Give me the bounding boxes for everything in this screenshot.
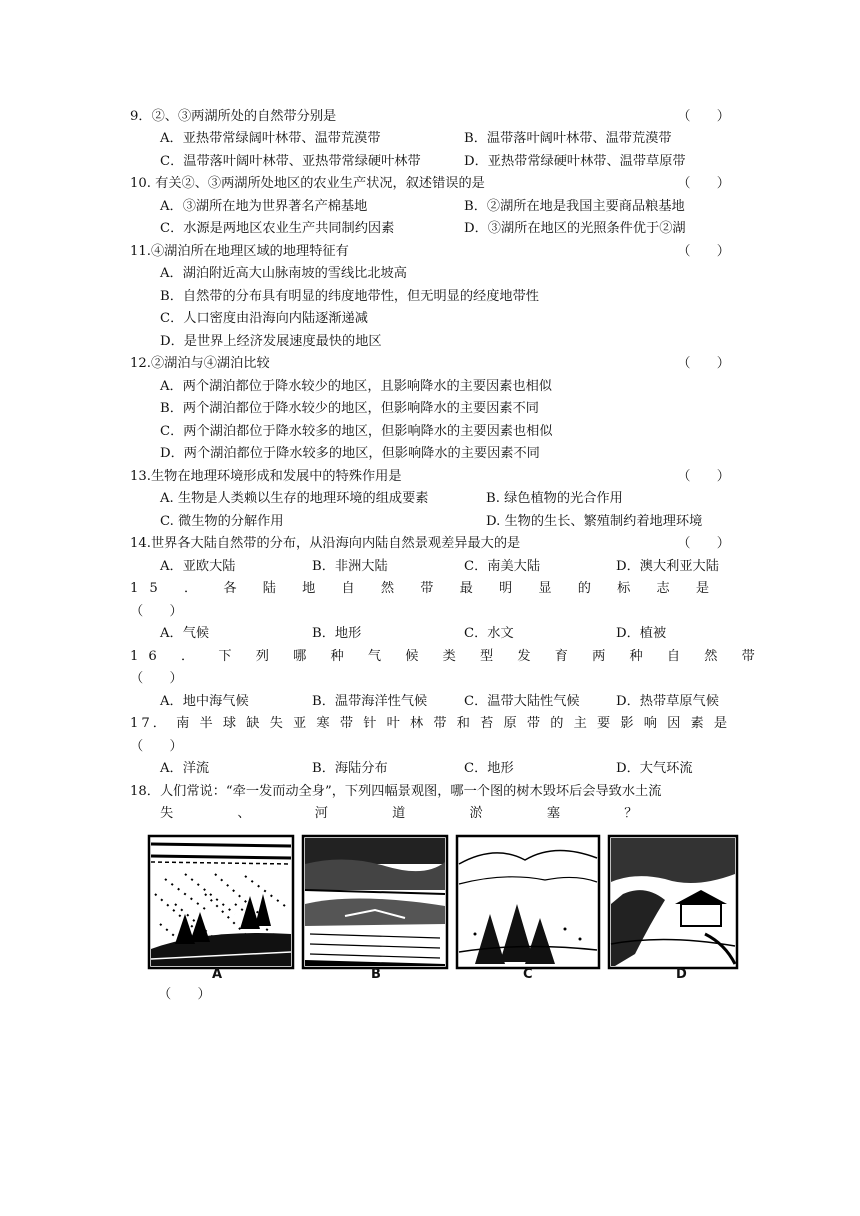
q16-stem: 16 ． 下 列 哪 种 气 候 类 型 发 育 两 种 自 然 带 — [130, 649, 765, 664]
q10-option-d: D．③湖所在地区的光照条件优于②湖 — [464, 221, 686, 236]
q13-option-c: C. 微生物的分解作用 — [160, 514, 284, 529]
q14-option-c: C．南美大陆 — [464, 559, 541, 574]
q17-paren-line — [130, 736, 730, 758]
q16-stem-line — [130, 646, 765, 668]
q12-option-a-line — [130, 376, 730, 398]
q10-options-row2 — [130, 218, 730, 240]
q17-option-b: B．海陆分布 — [312, 761, 388, 776]
q14-option-b: B．非洲大陆 — [312, 559, 388, 574]
q11-option-c: C．人口密度由沿海向内陆逐渐递减 — [160, 311, 368, 326]
q11-option-c-line — [130, 308, 730, 330]
q12-option-b-line — [130, 398, 730, 420]
q16-option-c: C．温带大陆性气候 — [464, 694, 580, 709]
q17-option-d: D．大气环流 — [616, 761, 693, 776]
q9-option-a: A．亚热带常绿阔叶林带、温带荒漠带 — [160, 131, 381, 146]
q16-answer-blank: （ ） — [130, 671, 183, 686]
q15-answer-blank: （ ） — [130, 604, 183, 619]
q14-answer-blank: （ ） — [677, 536, 730, 551]
q10-option-a: A．③湖所在地为世界著名产棉基地 — [160, 199, 368, 214]
q9-options-row1 — [130, 128, 730, 150]
q11-option-a: A．湖泊附近高大山脉南坡的雪线比北坡高 — [160, 266, 407, 281]
q15-stem: 15 ． 各 陆 地 自 然 带 最 明 显 的 标 志 是 — [130, 581, 721, 596]
q14-options-row — [130, 556, 730, 578]
q12-stem: 12.②湖泊与④湖泊比较 — [130, 356, 270, 371]
q13-options-row2 — [130, 511, 730, 533]
figure-label-d: D — [676, 967, 687, 982]
q10-option-c: C．水源是两地区农业生产共同制约因素 — [160, 221, 395, 236]
q12-option-d: D．两个湖泊都位于降水较多的地区，但影响降水的主要因素不同 — [160, 446, 540, 461]
q17-stem: 17． 南 半 球 缺 失 亚 寒 带 针 叶 林 带 和 苔 原 带 的 主 要 影 响 因 素 是 — [130, 716, 731, 731]
q16-option-a: A．地中海气候 — [160, 694, 249, 709]
landscape-figures — [145, 834, 740, 986]
q17-option-a: A．洋流 — [160, 761, 210, 776]
q15-option-c: C．水文 — [464, 626, 514, 641]
q16-option-b: B．温带海洋性气候 — [312, 694, 428, 709]
q13-option-d: D. 生物的生长、繁殖制约着地理环境 — [486, 514, 703, 529]
q9-stem: 9．②、③两湖所处的自然带分别是 — [130, 109, 337, 124]
q15-paren-line — [130, 601, 730, 623]
q11-stem-line — [130, 241, 730, 263]
q11-option-d: D．是世界上经济发展速度最快的地区 — [160, 334, 382, 349]
q9-options-row2 — [130, 151, 730, 173]
q12-option-b: B．两个湖泊都位于降水较少的地区，但影响降水的主要因素不同 — [160, 401, 539, 416]
q10-stem-line — [130, 173, 730, 195]
landscape-figure-a — [149, 836, 293, 968]
q15-options-row — [130, 623, 730, 645]
q12-stem-line — [130, 353, 730, 375]
q17-option-c: C．地形 — [464, 761, 514, 776]
q12-option-d-line — [130, 443, 730, 465]
q15-option-b: B．地形 — [312, 626, 362, 641]
landscape-figure-d — [609, 836, 737, 968]
landscape-figure-b — [303, 836, 447, 968]
q15-stem-line — [130, 578, 730, 600]
q16-paren-line — [130, 668, 730, 690]
figure-label-c: C — [523, 967, 533, 982]
q17-answer-blank: （ ） — [130, 739, 183, 754]
q13-options-row1 — [130, 488, 730, 510]
q16-options-row — [130, 691, 730, 713]
q13-option-a: A. 生物是人类赖以生存的地理环境的组成要素 — [160, 491, 429, 506]
q13-option-b: B. 绿色植物的光合作用 — [486, 491, 623, 506]
q17-options-row — [130, 758, 730, 780]
q18-stem-line1 — [130, 781, 730, 803]
q10-options-row1 — [130, 196, 730, 218]
q9-option-d: D．亚热带常绿硬叶林带、温带草原带 — [464, 154, 686, 169]
q12-option-a: A．两个湖泊都位于降水较少的地区，且影响降水的主要因素也相似 — [160, 379, 552, 394]
q11-option-b: B．自然带的分布具有明显的纬度地带性，但无明显的经度地带性 — [160, 289, 539, 304]
q14-stem-line — [130, 533, 730, 555]
q13-answer-blank: （ ） — [677, 469, 730, 484]
figure-label-b: B — [371, 967, 381, 982]
q18-paren-line — [158, 984, 258, 1006]
q12-option-c: C．两个湖泊都位于降水较多的地区，但影响降水的主要因素也相似 — [160, 424, 553, 439]
q17-stem-line — [130, 713, 730, 735]
q9-option-b: B．温带落叶阔叶林带、温带荒漠带 — [464, 131, 672, 146]
q10-stem: 10. 有关②、③两湖所处地区的农业生产状况，叙述错误的是 — [130, 176, 485, 191]
q15-option-a: A．气候 — [160, 626, 210, 641]
q12-option-c-line — [130, 421, 730, 443]
q13-stem-line — [130, 466, 730, 488]
q11-option-d-line — [130, 331, 730, 353]
q9-option-c: C．温带落叶阔叶林带、亚热带常绿硬叶林带 — [160, 154, 421, 169]
q10-answer-blank: （ ） — [677, 176, 730, 191]
q12-answer-blank: （ ） — [677, 356, 730, 371]
q11-option-a-line — [130, 263, 730, 285]
q11-stem: 11.④湖泊所在地理区域的地理特征有 — [130, 244, 349, 259]
q14-option-a: A．亚欧大陆 — [160, 559, 236, 574]
figure-label-a: A — [212, 967, 223, 982]
q14-option-d: D．澳大利亚大陆 — [616, 559, 719, 574]
q11-option-b-line — [130, 286, 730, 308]
q11-answer-blank: （ ） — [677, 244, 730, 259]
q14-stem: 14.世界各大陆自然带的分布，从沿海向内陆自然景观差异最大的是 — [130, 536, 521, 551]
q18-stem-part2: 失 、 河 道 淤 塞 ？ — [160, 806, 668, 821]
q9-answer-blank: （ ） — [677, 109, 730, 124]
q18-stem-line2 — [160, 803, 730, 825]
q18-stem-part1: 18．人们常说：“牵一发而动全身”，下列四幅景观图，哪一个图的树木毁坏后会导致水土流 — [130, 784, 662, 799]
landscape-figure-c — [457, 836, 599, 968]
q10-option-b: B．②湖所在地是我国主要商品粮基地 — [464, 199, 685, 214]
q15-option-d: D．植被 — [616, 626, 667, 641]
q16-option-d: D．热带草原气候 — [616, 694, 719, 709]
q9-stem-line — [130, 106, 730, 128]
q13-stem: 13.生物在地理环境形成和发展中的特殊作用是 — [130, 469, 402, 484]
q18-answer-blank: （ ） — [158, 987, 211, 1002]
